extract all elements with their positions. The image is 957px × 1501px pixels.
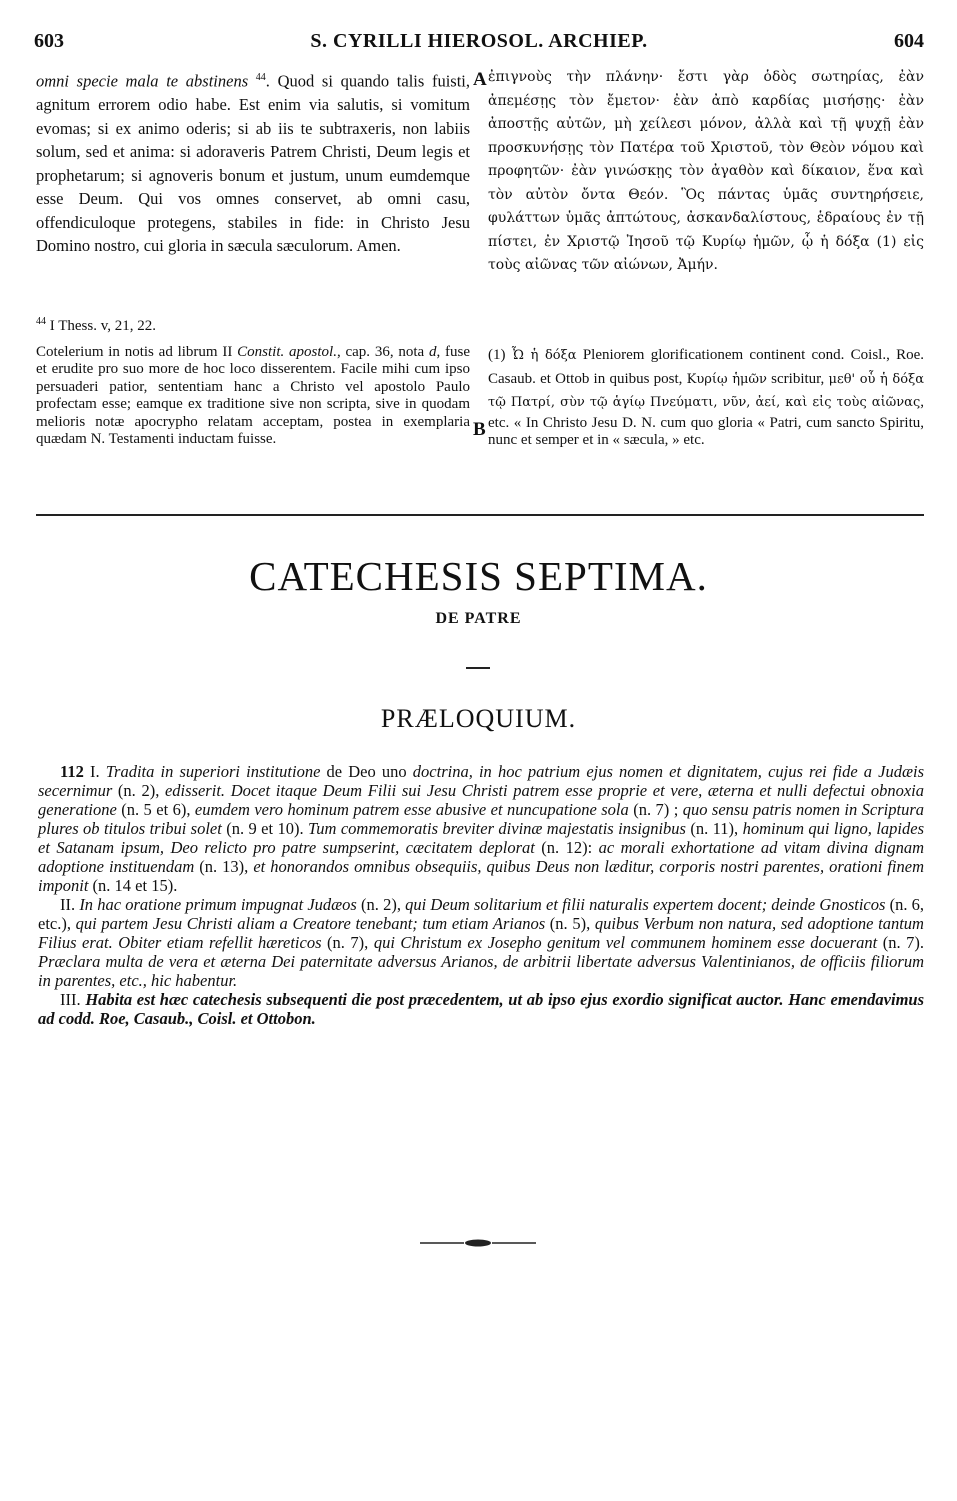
text-roman: (n. 7). [877, 933, 924, 952]
text-italic: Habita est hæc catechesis subsequenti die post præcedentem, ut ab ipso ejus exordio significat auctor. Hanc emendavimus ad codd. Roe, Casaub., Coisl. et Ottobon. [38, 990, 924, 1028]
note-right-text: Pleniorem glorificationem continent cond. Coisl., Roe. Casaub. et Ottob in quibus post, [488, 347, 924, 387]
text-italic: et honorandos omnibus obsequiis, quibus Deus non læditur, corporis nostri parentes, orationi finem imponit [38, 857, 924, 895]
note-right-greek: μεθ' οὗ ἡ δόξα τῷ Πατρί, σὺν τῷ ἁγίῳ Πνεύματι, νῦν, ἀεί, καὶ εἰς τοὺς αἰῶνας [488, 371, 925, 410]
text-italic: ac morali exhortatione ad vitam divina dignam adoptione instituendam [38, 838, 925, 876]
text-roman: (n. 5), [545, 914, 595, 933]
praeloquium-paragraph-2 [38, 895, 924, 990]
text-italic: qui partem Jesu Christi aliam a Creatore tenebant; tum etiam Arianos [75, 914, 546, 933]
text-roman: (n. 14 et 15). [88, 876, 178, 895]
note-left [36, 344, 470, 448]
text-roman: (n. 7), [321, 933, 374, 952]
footnote-number: 44 [36, 316, 46, 327]
text-roman: (n. 13), [194, 857, 254, 876]
margin-marker-b: B [473, 419, 486, 440]
text-roman: (n. 2), [356, 895, 406, 914]
praeloquium-text [38, 762, 924, 1028]
note-right-text: scribitur, [766, 370, 829, 387]
margin-marker-a: A [473, 69, 487, 90]
text-roman: (n. 11), [685, 819, 743, 838]
text-italic: Præclara multa de vera et æterna Dei paternitate adversus Arianos, de arbitrii libertate adversus Valentinianos, de officiis filiorum in parentes, etc., hic habentur. [38, 952, 924, 990]
footnote [36, 316, 156, 335]
text-roman: (n. 6, etc.), [38, 895, 925, 933]
note-right-text: , etc. « In Christo Jesu D. N. cum quo gloria « Patri, cum sancto Spiritu, nunc et semper et in « sæcula, » etc. [488, 394, 924, 448]
text-roman: (n. 5 et 6), [116, 800, 195, 819]
note-right-greek: Ὦ ἡ δόξα [511, 348, 577, 363]
text-roman: (n. 9 et 10). [221, 819, 308, 838]
footnote-text: I Thess. v, 21, 22. [49, 318, 156, 334]
latin-paragraph [36, 66, 470, 258]
text-italic: edisserit. Docet itaque Deum Filii sui Jesu Christi patrem esse proprie et vere, æterna et nulli defectui obnoxia generatione [38, 781, 924, 819]
greek-paragraph: ἐπιγνοὺς τὴν πλάνην· ἔστι γὰρ ὁδὸς σωτηρίας, ἐὰν ἀπεμέσῃς τὸν ἔμετον· ἐὰν ἀπὸ καρδίας μισήσῃς· ἐὰν ἀποστῇς αὐτῶν, μὴ χείλεσι μόνον, ἀλλὰ καὶ τῇ ψυχῇ ἐὰν προσκυνήσῃς τὸν Πατέρα τοῦ Χριστοῦ, τὸν Θεὸν νόμου καὶ προφητῶν· ἐὰν γινώσκῃς τὸν ἀγαθὸν καὶ δίκαιον, ἕνα καὶ τὸν αὐτὸν ὄντα Θεόν. Ὃς πάντας ὑμᾶς συντηρήσειε, φυλάττων ὑμᾶς ἀπτώτους, ἀσκανδαλίστους, ἑδραίους ἐν τῇ πίστει, ἐν Χριστῷ Ἰησοῦ τῷ Κυρίῳ ἡμῶν, ᾧ ἡ δόξα (1) εἰς τοὺς αἰῶνας τῶν αἰώνων, Ἀμήν. [488, 69, 924, 273]
praeloquium-paragraph-3 [38, 990, 924, 1028]
latin-column [36, 66, 470, 258]
text-roman: (n. 2), [112, 781, 165, 800]
note-left-text: , cap. 36, nota [336, 344, 429, 360]
text-roman: de Deo uno [320, 762, 413, 781]
text-italic: Tum commemoratis breviter divinæ majestatis insignibus [308, 819, 686, 838]
praeloquium-paragraph-1 [38, 762, 924, 895]
paragraph-number: II. [60, 895, 76, 914]
note-left-text: , fuse et erudite pro suo more de hoc loco disserentem. Facile mihi cum ipso persuaderi patior, sententiam hanc a Christo vel apostolo Paulo profectam esse; eamque ex traditione sive non scripta, sive in quodam melioris notæ apocrypho relatam acceptam, postea in exemplaria quædam N. Testamenti inductam fuisse. [36, 344, 470, 448]
ornament-divider [420, 1238, 536, 1248]
note-right-greek: Κυρίῳ ἡμῶν [686, 371, 767, 387]
section-divider [36, 514, 924, 516]
note-left-italic: Constit. apostol. [237, 344, 337, 360]
section-title: PRÆLOQUIUM. [380, 704, 577, 733]
note-right-text: (1) [488, 347, 512, 363]
text-italic: In hac oratione primum impugnat Judæos [79, 895, 357, 914]
paragraph-number: I. [90, 762, 100, 781]
page-number-right: 604 [894, 30, 924, 52]
subtitle: DE PATRE [435, 610, 522, 627]
title-dash [466, 667, 490, 669]
text-italic: quibus Verbum non natura, sed adoptione tantum Filius erat. Obiter etiam refellit hæreticos [38, 914, 924, 952]
latin-body: . Quod si quando talis fuisti, agnitum errorem odio habe. Est enim via salutis, si vomitum evomas; si ex animo oderis; si ab iis te subtraxeris, non labiis solum, sed et anima: si adoraveris Patrem Christi, Deum legis et prophetarum; si agnoveris bonum et justum, unum eumdemque esse Deum. Qui vos omnes conservet, ab omni casu, offendiculoque protegens, stabiles in fide: in Christo Jesu Domino nostro, cui gloria in sæcula sæculorum. Amen. [36, 71, 471, 255]
text-italic: eumdem vero hominum patrem esse abusive et nuncupatione sola [194, 800, 629, 819]
text-italic: hominum qui ligno, lapides et Satanam ipsum, Deo relicto pro patre sumpserint, cæcitatem deplorat [38, 819, 924, 857]
text-roman: (n. 7) ; [628, 800, 683, 819]
note-right [488, 344, 924, 449]
main-title: CATECHESIS SEPTIMA. [249, 553, 708, 599]
text-italic: doctrina, in hoc patrium ejus nomen et dignitatem, cujus rei fide a Judæis secernimur [38, 762, 925, 800]
footnote-ref: 44 [255, 72, 266, 83]
text-italic: Tradita in superiori institutione [105, 762, 321, 781]
running-header [34, 30, 924, 60]
note-left-italic: d [428, 344, 437, 360]
note-left-text: Cotelerium in notis ad librum II [36, 344, 238, 360]
greek-column [488, 66, 924, 278]
running-title: S. CYRILLI HIEROSOL. ARCHIEP. [310, 30, 648, 52]
text-italic: qui Christum ex Josepho genitum vel communem hominem esse docuerant [373, 933, 878, 952]
latin-italic-incipit: omni specie mala te abstinens [36, 71, 249, 91]
page-number-left: 603 [34, 30, 64, 52]
text-italic: quo sensu patris nomen in Scriptura plures ob titulos tribui solet [38, 800, 924, 838]
text-roman: (n. 12): [534, 838, 599, 857]
paragraph-number: III. [60, 990, 81, 1009]
text-italic: qui Deum solitarium et filii naturalis expertem docent; deinde Gnosticos [405, 895, 886, 914]
margin-number: 112 [60, 762, 84, 781]
